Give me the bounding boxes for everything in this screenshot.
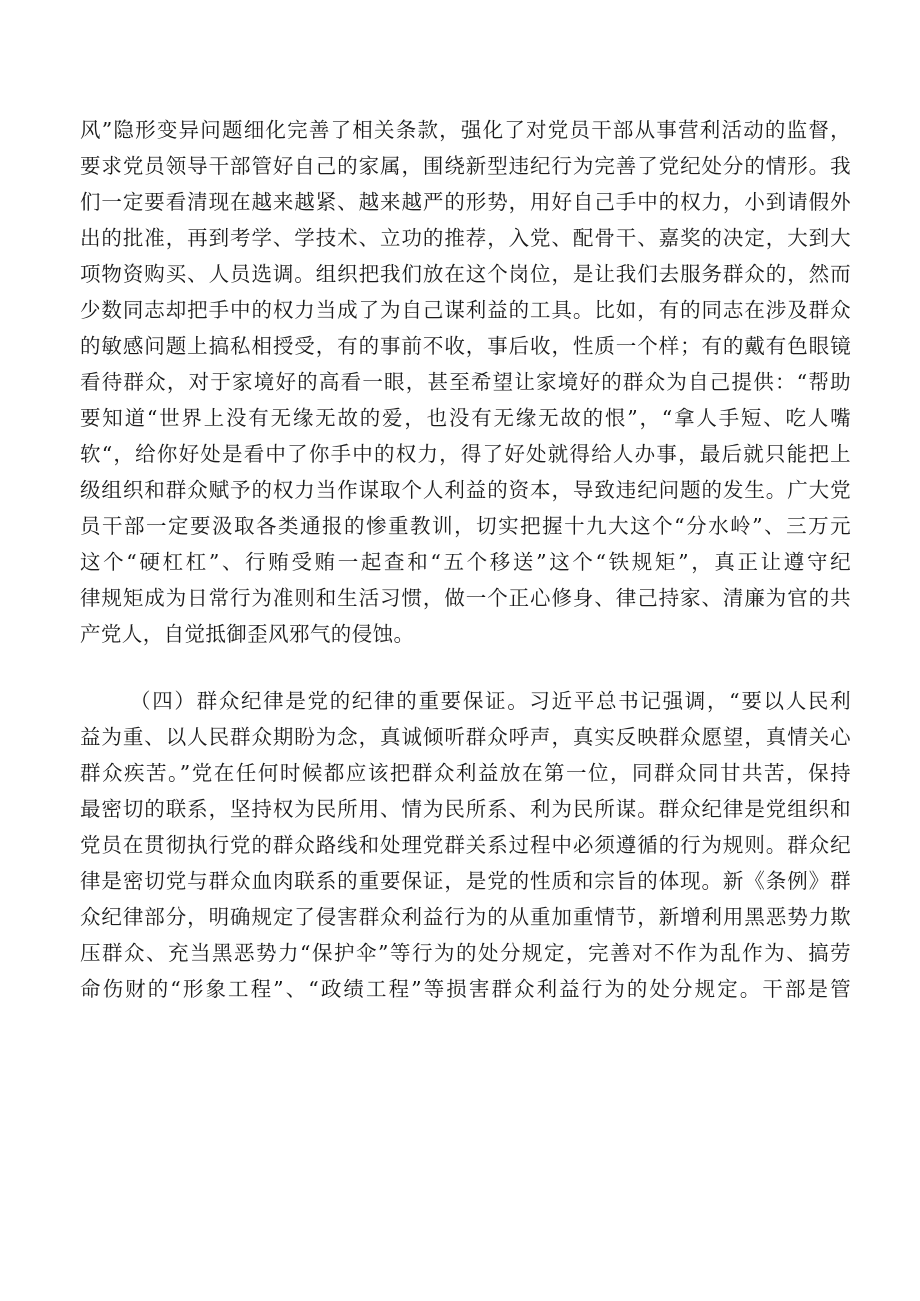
paragraph-line: 律规矩成为日常行为准则和生活习惯，做一个正心修身、律己持家、清廉为官的共 xyxy=(80,586,851,610)
paragraph-line: 律是密切党与群众血肉联系的重要保证，是党的性质和宗旨的体现。新《条例》群 xyxy=(80,869,851,893)
paragraph-line: 最密切的联系，坚持权为民所用、情为民所系、利为民所谋。群众纪律是党组织和 xyxy=(80,797,851,821)
paragraph-line: 员干部一定要汲取各类通报的惨重教训，切实把握十九大这个“分水岭”、三万元 xyxy=(80,514,851,538)
paragraph-line: 压群众、充当黑恶势力“保护伞”等行为的处分规定，完善对不作为乱作为、搞劳 xyxy=(80,941,851,965)
paragraph-line: 党员在贯彻执行党的群众路线和处理党群关系过程中必须遵循的行为规则。群众纪 xyxy=(80,833,851,857)
paragraph-line: 风”隐形变异问题细化完善了相关条款，强化了对党员干部从事营利活动的监督， xyxy=(80,118,851,142)
paragraph-line: 的敏感问题上搞私相授受，有的事前不收，事后收，性质一个样；有的戴有色眼镜 xyxy=(80,334,851,358)
paragraph-line: 少数同志却把手中的权力当成了为自己谋利益的工具。比如，有的同志在涉及群众 xyxy=(80,298,851,322)
paragraph-line: 软“，给你好处是看中了你手中的权力，得了好处就得给人办事，最后就只能把上 xyxy=(80,442,851,466)
paragraph-line: 这个“硬杠杠”、行贿受贿一起查和“五个移送”这个“铁规矩”，真正让遵守纪 xyxy=(80,550,851,574)
paragraph-line: 益为重、以人民群众期盼为念，真诚倾听群众呼声，真实反映群众愿望，真情关心 xyxy=(80,725,851,749)
paragraph-line: 们一定要看清现在越来越紧、越来越严的形势，用好自己手中的权力，小到请假外 xyxy=(80,190,851,214)
paragraph-line: 项物资购买、人员选调。组织把我们放在这个岗位，是让我们去服务群众的，然而 xyxy=(80,262,851,286)
paragraph-line: 群众疾苦。”党在任何时候都应该把群众利益放在第一位，同群众同甘共苦，保持 xyxy=(80,761,851,785)
paragraph-line: 级组织和群众赋予的权力当作谋取个人利益的资本，导致违纪问题的发生。广大党 xyxy=(80,478,851,502)
paragraph-line: 看待群众，对于家境好的高看一眼，甚至希望让家境好的群众为自己提供：“帮助 xyxy=(80,370,851,394)
paragraph-line: 众纪律部分，明确规定了侵害群众利益行为的从重加重情节，新增利用黑恶势力欺 xyxy=(80,905,851,929)
paragraph-line: 出的批准，再到考学、学技术、立功的推荐，入党、配骨干、嘉奖的决定，大到大 xyxy=(80,226,851,250)
paragraph-line: （四）群众纪律是党的纪律的重要保证。习近平总书记强调，“要以人民利 xyxy=(130,689,851,713)
paragraph-line: 命伤财的“形象工程”、“政绩工程”等损害群众利益行为的处分规定。干部是管 xyxy=(80,977,851,1001)
paragraph-line: 要知道“世界上没有无缘无故的爱，也没有无缘无故的恨”，“拿人手短、吃人嘴 xyxy=(80,406,851,430)
paragraph-line: 产党人，自觉抵御歪风邪气的侵蚀。 xyxy=(80,622,415,646)
paragraph-line: 要求党员领导干部管好自己的家属，围绕新型违纪行为完善了党纪处分的情形。我 xyxy=(80,154,851,178)
